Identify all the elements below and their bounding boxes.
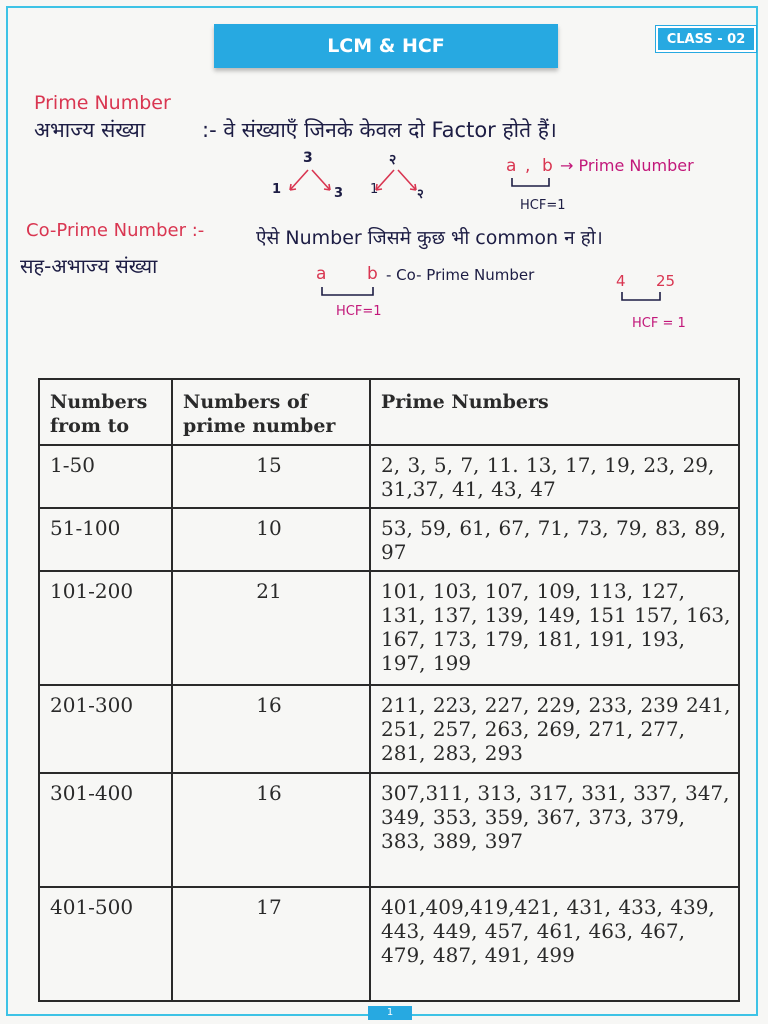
prime-pair-label: → Prime Number bbox=[560, 156, 694, 175]
header-primes: Prime Numbers bbox=[370, 379, 739, 445]
cell-range: 301-400 bbox=[39, 773, 172, 887]
prime-pair-a: a bbox=[506, 156, 517, 176]
coprime-term-hi: सह-अभाज्य संख्या bbox=[20, 254, 158, 278]
coprime-example-b: 25 bbox=[656, 272, 676, 290]
tree1-top: 3 bbox=[303, 150, 313, 166]
coprime-pair-b: b bbox=[367, 264, 378, 284]
coprime-pair-label: - Co- Prime Number bbox=[386, 266, 535, 284]
prime-definition: :- वे संख्याएँ जिनके केवल दो Factor होते हैं। bbox=[202, 118, 557, 142]
table-row bbox=[39, 445, 739, 508]
cell-range: 201-300 bbox=[39, 685, 172, 773]
cell-primes: 211, 223, 227, 229, 233, 239 241, 251, 257, 263, 269, 271, 277, 281, 283, 293 bbox=[370, 685, 739, 773]
cell-count: 10 bbox=[172, 508, 370, 571]
prime-numbers-table bbox=[38, 378, 740, 1002]
page-number: 1 bbox=[368, 1006, 412, 1020]
prime-term-hi: अभाज्य संख्या bbox=[34, 118, 146, 142]
cell-count: 16 bbox=[172, 773, 370, 887]
prime-pair-sep: , bbox=[525, 156, 531, 176]
cell-primes: 307,311, 313, 317, 331, 337, 347, 349, 353, 359, 367, 373, 379, 383, 389, 397 bbox=[370, 773, 739, 887]
page-title: LCM & HCF bbox=[214, 24, 558, 68]
cell-range: 401-500 bbox=[39, 887, 172, 1001]
tree1-left: 1 bbox=[272, 182, 282, 197]
tree2-left: 1 bbox=[370, 182, 379, 197]
table-row bbox=[39, 508, 739, 571]
table-header-row bbox=[39, 379, 739, 445]
coprime-example-a: 4 bbox=[616, 272, 626, 290]
tree2-top: २ bbox=[389, 152, 397, 168]
prime-pair-hcf: HCF=1 bbox=[520, 198, 566, 213]
table-row bbox=[39, 571, 739, 685]
coprime-definition: ऐसे Number जिसमे कुछ भी common न हो। bbox=[256, 227, 603, 249]
cell-primes: 101, 103, 107, 109, 113, 127, 131, 137, 139, 149, 151 157, 163, 167, 173, 179, 181, 191, 193, 197, 199 bbox=[370, 571, 739, 685]
cell-count: 15 bbox=[172, 445, 370, 508]
table-row bbox=[39, 773, 739, 887]
coprime-term-en: Co-Prime Number :- bbox=[26, 220, 205, 241]
cell-primes: 53, 59, 61, 67, 71, 73, 79, 83, 89, 97 bbox=[370, 508, 739, 571]
cell-range: 51-100 bbox=[39, 508, 172, 571]
cell-count: 16 bbox=[172, 685, 370, 773]
prime-term-en: Prime Number bbox=[34, 92, 171, 114]
cell-count: 21 bbox=[172, 571, 370, 685]
coprime-example-hcf: HCF = 1 bbox=[632, 316, 686, 331]
table-row bbox=[39, 685, 739, 773]
cell-range: 101-200 bbox=[39, 571, 172, 685]
prime-pair-b: b bbox=[542, 156, 553, 176]
class-badge: CLASS - 02 bbox=[656, 26, 756, 52]
cell-primes: 401,409,419,421, 431, 433, 439, 443, 449, 457, 461, 463, 467, 479, 487, 491, 499 bbox=[370, 887, 739, 1001]
coprime-pair-a: a bbox=[316, 264, 327, 284]
table-row bbox=[39, 887, 739, 1001]
cell-range: 1-50 bbox=[39, 445, 172, 508]
tree1-right: 3 bbox=[334, 186, 344, 201]
header-range: Numbers from to bbox=[39, 379, 172, 445]
header-count: Numbers of prime number bbox=[172, 379, 370, 445]
tree2-right: २ bbox=[417, 187, 424, 202]
cell-count: 17 bbox=[172, 887, 370, 1001]
coprime-pair-hcf: HCF=1 bbox=[336, 304, 382, 319]
cell-primes: 2, 3, 5, 7, 11. 13, 17, 19, 23, 29, 31,37, 41, 43, 47 bbox=[370, 445, 739, 508]
